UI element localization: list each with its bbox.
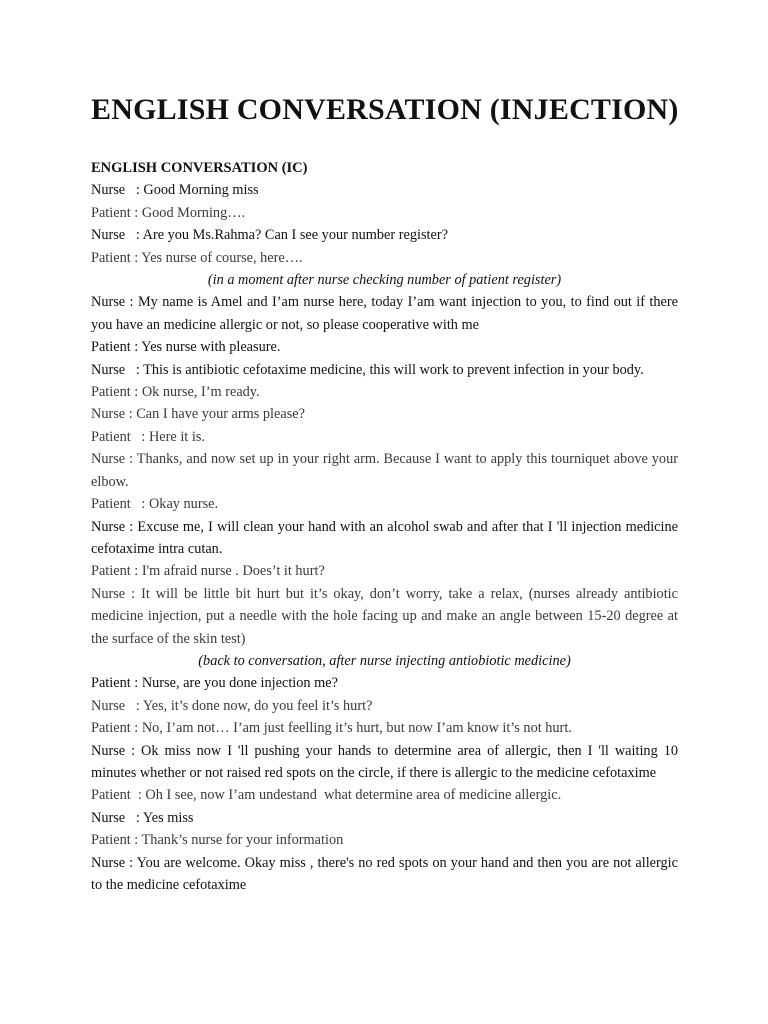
- stage-direction: (in a moment after nurse checking number of patient register): [207, 272, 562, 289]
- dialogue-line: Nurse : Ok miss now I 'll pushing your hands to determine area of allergic, then I 'll waiting 10 minutes whether or not raised red spots on the circle, if there is allergic to the medicine cefotaxime: [91, 742, 678, 781]
- dialogue-line: Patient : Nurse, are you done injection me?: [91, 675, 338, 692]
- dialogue-line: Patient : Yes nurse of course, here….: [91, 249, 303, 266]
- dialogue-line: Nurse : It will be little bit hurt but it’s okay, don’t worry, take a relax, (nurses already antibiotic medicine injection, put a needle with the hole facing up and make an angle between 15-20 degree at the surface of the skin test): [91, 585, 678, 647]
- dialogue-line: Nurse : Are you Ms.Rahma? Can I see your number register?: [91, 227, 448, 244]
- dialogue-line: Patient : Ok nurse, I’m ready.: [91, 384, 260, 401]
- dialogue-line: Patient : Here it is.: [91, 428, 205, 445]
- dialogue-line: Patient : Oh I see, now I’am undestand what determine area of medicine allergic.: [91, 787, 562, 804]
- document-title: ENGLISH CONVERSATION (INJECTION): [91, 93, 679, 126]
- dialogue-line: Patient : Okay nurse.: [91, 496, 219, 513]
- dialogue-line: Patient : Good Morning….: [91, 204, 246, 221]
- dialogue-line: Nurse : Excuse me, I will clean your hand with an alcohol swab and after that I 'll injection medicine cefotaxime intra cutan.: [91, 518, 678, 557]
- dialogue-line: Nurse : My name is Amel and I’am nurse here, today I’am want injection to you, to find out if there you have an medicine allergic or not, so please cooperative with me: [91, 294, 678, 333]
- dialogue-line: Nurse : You are welcome. Okay miss , there's no red spots on your hand and then you are not allergic to the medicine cefotaxime: [91, 854, 678, 893]
- dialogue-line: Nurse : Can I have your arms please?: [91, 406, 305, 423]
- dialogue-line: Nurse : This is antibiotic cefotaxime medicine, this will work to prevent infection in your body.: [91, 361, 644, 378]
- dialogue-line: Patient : Thank’s nurse for your information: [91, 832, 344, 849]
- dialogue-line: Nurse : Thanks, and now set up in your right arm. Because I want to apply this tourniquet above your elbow.: [91, 451, 678, 490]
- dialogue-line: Nurse : Good Morning miss: [91, 182, 259, 199]
- dialogue-line: Patient : I'm afraid nurse . Does’t it hurt?: [91, 563, 325, 580]
- dialogue-line: Patient : Yes nurse with pleasure.: [91, 339, 281, 356]
- document-subtitle: ENGLISH CONVERSATION (IC): [91, 160, 308, 176]
- dialogue-line: Patient : No, I’am not… I’am just feelling it’s hurt, but now I’am know it’s not hurt.: [91, 720, 572, 737]
- dialogue-line: Nurse : Yes miss: [91, 809, 194, 826]
- dialogue-line: Nurse : Yes, it’s done now, do you feel it’s hurt?: [91, 697, 373, 714]
- stage-direction: (back to conversation, after nurse injecting antiobiotic medicine): [198, 652, 571, 669]
